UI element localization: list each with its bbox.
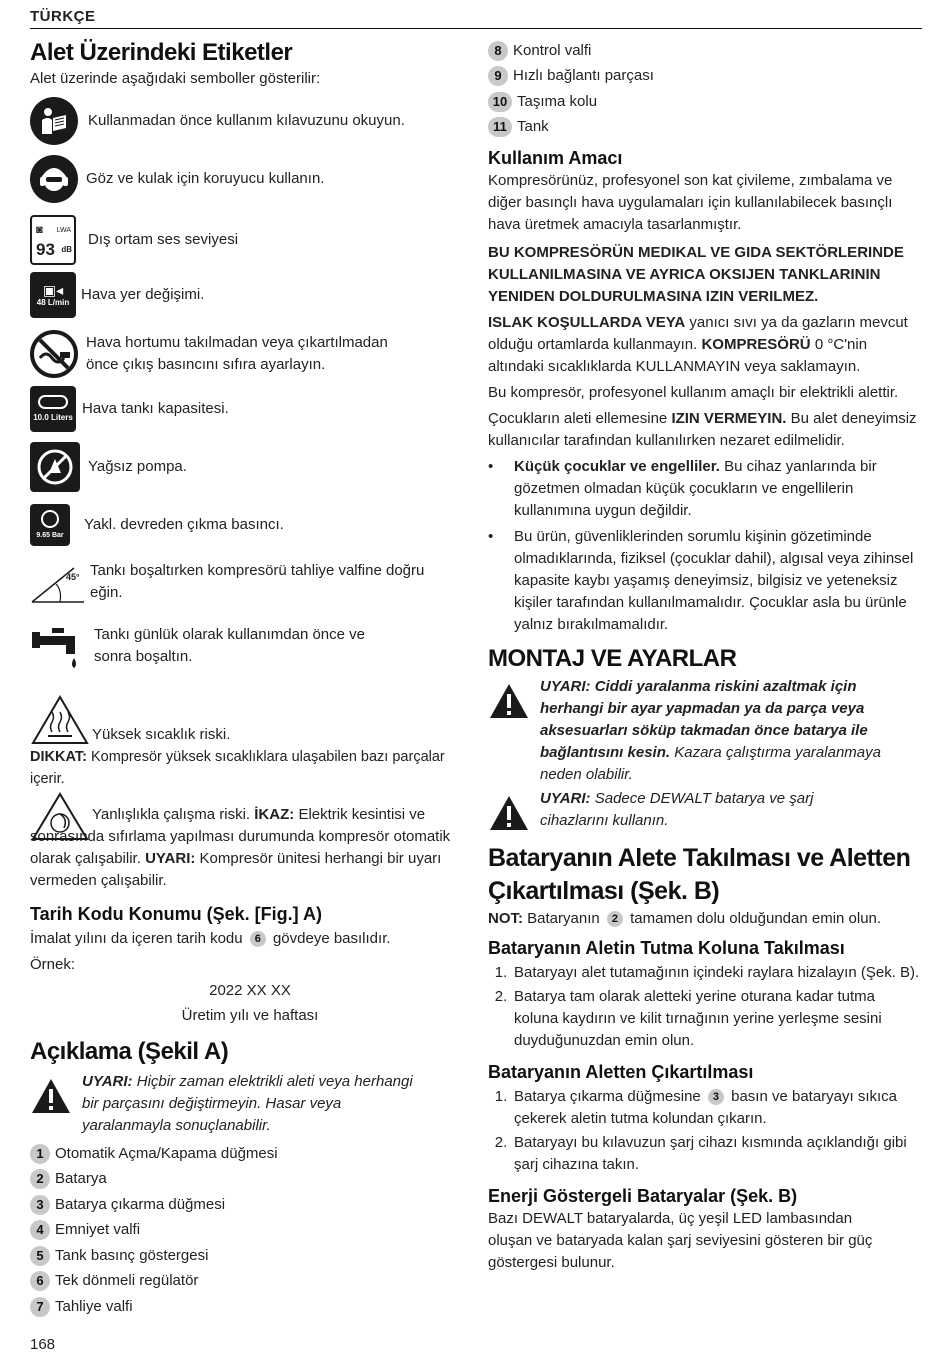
wet-text-a: yanıcı sıvı ya da gazların mevcut olduğu ortamlarda kullanmayın. — [488, 314, 908, 353]
hot-surface-icon — [30, 694, 90, 746]
cut-out-pressure-icon — [30, 504, 70, 546]
bullet-dot: • — [488, 458, 494, 475]
children-bold: IZIN VERMEYIN. — [671, 410, 787, 427]
part-item — [30, 1294, 470, 1320]
note-text-a: Bataryanın — [527, 910, 600, 927]
symbol-text: Kullanmadan önce kullanım kılavuzunu okuyun. — [88, 112, 405, 129]
auto-start-block — [30, 804, 470, 892]
assembly-warn2-text: Sadece DEWALT batarya ve şarj cihazlarını kullanın. — [540, 790, 814, 829]
part-label: Kontrol valfi — [513, 41, 592, 59]
part-label: Batarya — [55, 1170, 107, 1188]
hot-caution — [30, 746, 470, 790]
part-label: Tahliye valfi — [55, 1297, 133, 1315]
medical-warning: BU KOMPRESÖRÜN MEDIKAL VE GIDA SEKTÖRLERINDE KULLANILMASINA VE AYRICA OKSIJEN TANKLARININ YENIDEN DOLDURULMASINA IZIN VERILMEZ. — [488, 244, 904, 305]
bullet-text: Bu cihaz yanlarında bir gözetmen olmadan küçük çocukların ve engellilerin kullanımına uygun değildir. — [514, 458, 877, 519]
part-label: Taşıma kolu — [517, 92, 598, 110]
tank-capacity-value: 10.0 Liters — [33, 413, 73, 422]
tilt-45-icon — [30, 560, 86, 604]
children-text-a: Çocukların aleti ellemesine — [488, 410, 668, 427]
note-label: NOT: — [488, 910, 523, 927]
part-item — [488, 38, 920, 64]
children-text-b: Bu alet deneyimsiz kullanıcılar tarafından kullanılırken nezaret edilmelidir. — [488, 410, 917, 449]
symbol-text: Yüksek sıcaklık riski. — [92, 726, 231, 743]
install-step — [488, 986, 920, 1052]
sound-level-unit: dB — [61, 245, 72, 254]
description-warn-text: Hiçbir zaman elektrikli aleti veya herhangi bir parçasını değiştirmeyin. Hasar veya yaralanmayla sonuçlanabilir. — [82, 1073, 413, 1134]
assembly-warn1-text: Kazara çalıştırma yaralanmaya neden olabilir. — [540, 744, 881, 783]
air-displacement-icon: ▣◂ 48 L/min — [30, 272, 76, 318]
intended-use-text: Kompresörünüz, profesyonel son kat çivileme, zımbalama ve diğer basınçlı hava uygulamaları için kullanılabilecek basınçlı hava üretmek amacıyla tasarlanmıştır. — [488, 172, 893, 233]
note-badge: 2 — [607, 911, 623, 927]
part-label: Emniyet valfi — [55, 1221, 141, 1239]
parts-list-right — [488, 38, 920, 140]
date-code-text — [30, 928, 470, 950]
date-code-title: Tarih Kodu Konumu (Şek. [Fig.] A) — [30, 904, 322, 924]
tilt-angle-label: 45° — [66, 572, 80, 582]
hot-caution-text: Kompresör yüksek sıcaklıklara ulaşabilen bazı parçalar içerir. — [30, 749, 445, 787]
part-item — [30, 1218, 470, 1244]
air-displacement-value: 48 L/min — [36, 298, 70, 307]
symbol-text: Yağsız pompa. — [88, 458, 187, 475]
date-code-badge: 6 — [250, 931, 266, 947]
note — [488, 908, 920, 930]
step-number: 2. — [494, 1134, 508, 1151]
warning-icon — [488, 794, 530, 832]
remove-step — [488, 1132, 920, 1176]
warning-icon — [30, 1077, 72, 1115]
symbol-row — [30, 442, 470, 492]
part-number: 5 — [30, 1246, 50, 1266]
bullet-item — [488, 526, 920, 636]
bullet-text: Bu ürün, güvenliklerinden sorumlu kişinin gözetiminde olmadıklarında, fiziksel (çocuklar dahil), algısal veya zihinsel kapasite kaybı yaşamış deneyimsiz, bilgisiz ve yeteneksiz kişiler tarafından kullanılmamalıdır. Çocuklar asla bu ürünle yalnız bırakılmamalıdır. — [514, 528, 914, 633]
symbol-row — [30, 556, 470, 608]
symbol-text: Göz ve kulak için koruyucu kullanın. — [86, 170, 325, 187]
part-item — [30, 1167, 470, 1193]
step-text: Bataryayı alet tutamağının içindeki raylara hizalayın (Şek. B). — [514, 964, 920, 981]
symbol-text: Hava yer değişimi. — [81, 286, 205, 303]
professional-text: Bu kompresör, profesyonel kullanım amaçlı bir elektrikli alettir. — [488, 384, 899, 401]
fuel-gauge-title: Enerji Göstergeli Bataryalar (Şek. B) — [488, 1186, 798, 1206]
battery-title-line2: Çıkartılması (Şek. B) — [488, 877, 720, 905]
auto-start-ikaz-text: Elektrik kesintisi ve sonrasında sıfırlama yapılması durumunda kompresör otomatik olarak çalışabilir. — [30, 806, 451, 867]
symbol-row — [30, 98, 470, 144]
part-label: Otomatik Açma/Kapama düğmesi — [55, 1144, 278, 1162]
part-item — [30, 1243, 470, 1269]
part-item — [488, 64, 920, 90]
remove-step1-text-a: Batarya çıkarma düğmesine — [514, 1088, 701, 1105]
part-number: 2 — [30, 1169, 50, 1189]
drain-tap-icon — [30, 622, 86, 670]
read-manual-icon — [30, 97, 78, 145]
symbol-row — [30, 620, 470, 672]
part-item — [488, 115, 920, 141]
note-text-b: tamamen dolu olduğundan emin olun. — [630, 910, 882, 927]
intended-use-title: Kullanım Amacı — [488, 148, 623, 168]
symbol-row — [30, 328, 470, 380]
header-rule — [30, 28, 922, 29]
assembly-warn2-bold: UYARI: — [540, 790, 591, 807]
part-label: Tank basınç göstergesi — [55, 1246, 209, 1264]
part-item — [30, 1141, 470, 1167]
part-number: 1 — [30, 1144, 50, 1164]
symbol-row — [30, 694, 470, 746]
auto-start-icon — [30, 792, 90, 842]
cut-out-pressure-value: 9.65 Bar — [36, 532, 64, 539]
left-column — [30, 38, 470, 1320]
symbol-text: Yakl. devreden çıkma basıncı. — [84, 516, 284, 533]
bullet-dot: • — [488, 528, 494, 545]
example-caption: Üretim yılı ve haftası — [181, 1007, 319, 1024]
warning-icon — [488, 682, 530, 720]
labels-title: Alet Üzerindeki Etiketler — [30, 39, 293, 66]
part-number: 11 — [488, 117, 512, 137]
hot-caution-label: DIKKAT: — [30, 749, 87, 765]
install-title: Bataryanın Aletin Tutma Koluna Takılması — [488, 938, 845, 958]
language-label: TÜRKÇE — [30, 8, 96, 25]
symbol-row — [30, 214, 470, 266]
example-code: 2022 XX XX — [209, 982, 291, 999]
parts-list-left — [30, 1141, 470, 1320]
part-number: 4 — [30, 1220, 50, 1240]
symbol-row — [30, 386, 470, 432]
step-text: Batarya tam olarak aletteki yerine oturana kadar tutma koluna kaydırın ve kilit tırnağının yerine yerleşme sesini duyduğunuzdan emin olun. — [514, 988, 882, 1049]
part-number: 10 — [488, 92, 512, 112]
step-number: 1. — [494, 964, 508, 981]
step-number: 1. — [494, 1088, 508, 1105]
part-item — [30, 1269, 470, 1295]
no-hose-disconnect-icon — [30, 330, 78, 378]
labels-intro: Alet üzerinde aşağıdaki semboller gösterilir: — [30, 70, 321, 87]
symbol-row — [30, 272, 470, 318]
step-number: 2. — [494, 988, 508, 1005]
part-number: 7 — [30, 1297, 50, 1317]
part-item — [30, 1192, 470, 1218]
page-number: 168 — [30, 1336, 56, 1353]
wet-conditions — [488, 312, 920, 378]
install-step — [488, 962, 920, 984]
battery-title-line1: Bataryanın Alete Takılması ve Aletten — [488, 844, 911, 872]
eye-ear-protection-icon — [30, 155, 78, 203]
auto-start-ikaz-label: İKAZ: — [254, 806, 295, 823]
part-label: Tank — [517, 118, 549, 136]
example-label: Örnek: — [30, 956, 76, 973]
sound-level-value: 93 — [36, 240, 55, 259]
remove-step1-badge: 3 — [708, 1089, 724, 1105]
symbol-row — [30, 502, 470, 548]
tank-capacity-icon — [30, 386, 76, 432]
part-number: 8 — [488, 41, 508, 61]
remove-step — [488, 1086, 920, 1130]
date-code-text-b: gövdeye basılıdır. — [272, 930, 391, 947]
bullet-item — [488, 456, 920, 522]
wet-bold: ISLAK KOŞULLARDA VEYA — [488, 314, 686, 331]
part-label: Batarya çıkarma düğmesi — [55, 1195, 226, 1213]
sound-level-icon: ◙ LWA 93 dB — [30, 215, 76, 265]
fuel-gauge-text: Bazı DEWALT bataryalarda, üç yeşil LED lambasından oluşan ve bataryada kalan şarj seviyesini gösteren bir güç göstergesi bulunur. — [488, 1210, 873, 1271]
symbol-text: Hava tankı kapasitesi. — [82, 400, 229, 417]
wet-bold-b: KOMPRESÖRÜ — [701, 336, 811, 353]
part-number: 9 — [488, 66, 508, 86]
battery-title — [488, 842, 920, 908]
auto-start-uyari-label: UYARI: — [145, 850, 196, 867]
remove-step2-text: Bataryayı bu kılavuzun şarj cihazı kısmında açıklandığı gibi şarj cihazına takın. — [514, 1134, 907, 1173]
assembly-title: MONTAJ VE AYARLAR — [488, 645, 737, 672]
symbol-text: Dış ortam ses seviyesi — [88, 231, 239, 248]
assembly-warning-1 — [488, 676, 920, 786]
right-column — [488, 38, 920, 1274]
description-warning — [30, 1071, 470, 1137]
children-text — [488, 408, 920, 452]
part-label: Hızlı bağlantı parçası — [513, 67, 654, 85]
description-warn-label: UYARI: — [82, 1073, 133, 1090]
part-number: 3 — [30, 1195, 50, 1215]
symbol-text: Tankı boşaltırken kompresörü tahliye valfine doğru eğin. — [90, 562, 425, 601]
auto-start-text: Yanlışlıkla çalışma riski. — [92, 806, 251, 823]
wet-text-b: 0 °C'nin altındaki sıcaklıklarda KULLANMAYIN veya saklamayın. — [488, 336, 868, 375]
part-label: Tek dönmeli regülatör — [55, 1272, 199, 1290]
auto-start-uyari-text: Kompresör ünitesi herhangi bir uyarı vermeden çalışabilir. — [30, 850, 442, 889]
sound-level-label: LWA — [56, 227, 71, 234]
part-item — [488, 89, 920, 115]
symbol-text: Hava hortumu takılmadan veya çıkartılmadan önce çıkış basıncını sıfıra ayarlayın. — [86, 334, 388, 373]
symbol-text: Tankı günlük olarak kullanımdan önce ve sonra boşaltın. — [94, 626, 365, 665]
description-title: Açıklama (Şekil A) — [30, 1038, 229, 1065]
oil-free-pump-icon — [30, 442, 80, 492]
symbol-row — [30, 154, 470, 204]
assembly-warn1-bold: UYARI: Ciddi yaralanma riskini azaltmak için herhangi bir ayar yapmadan ya da parça veya aksesuarları söküp takmadan önce batarya ile bağlantısını kesin. — [540, 678, 868, 761]
bullet-bold: Küçük çocuklar ve engelliler. — [514, 458, 720, 475]
part-number: 6 — [30, 1271, 50, 1291]
assembly-warning-2 — [488, 788, 920, 832]
remove-step1-text-b: basın ve bataryayı sıkıca çekerek aletin tutma kolundan çıkarın. — [514, 1088, 898, 1127]
remove-title: Bataryanın Aletten Çıkartılması — [488, 1062, 754, 1082]
date-code-text-a: İmalat yılını da içeren tarih kodu — [30, 930, 243, 947]
